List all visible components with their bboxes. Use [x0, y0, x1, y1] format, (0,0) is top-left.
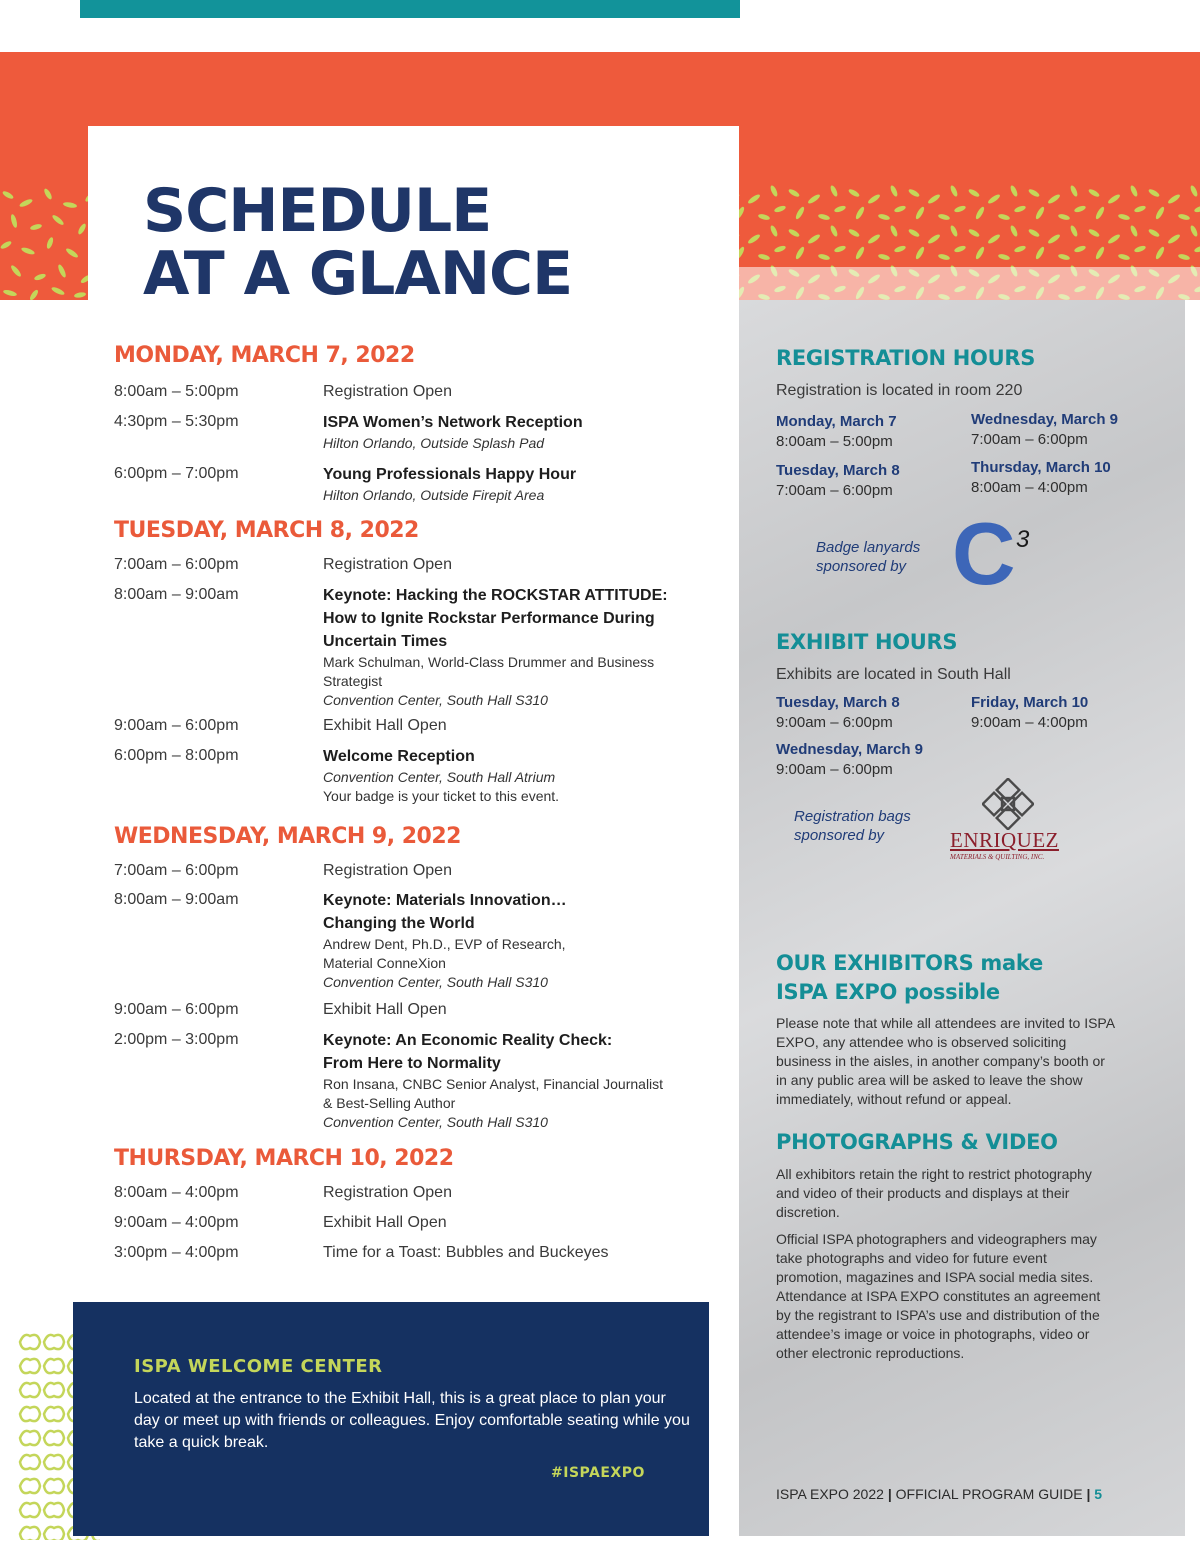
registration-location: Registration is located in room 220 — [776, 382, 1023, 399]
registration-day — [776, 461, 976, 501]
page-title-line-1: SCHEDULE — [143, 176, 492, 246]
enriquez-logo-text: ENRIQUEZ — [950, 828, 1059, 852]
event-title: Registration Open — [323, 556, 452, 573]
event-title: Registration Open — [323, 383, 452, 400]
exhibit-day-hours: 9:00am – 4:00pm — [971, 714, 1088, 731]
photos-heading: PHOTOGRAPHS & VIDEO — [776, 1130, 1058, 1154]
event-item — [323, 717, 703, 735]
event-title-line: Keynote: Hacking the ROCKSTAR ATTITUDE: — [323, 587, 668, 604]
registration-day-label: Tuesday, March 8 — [776, 462, 900, 479]
event-time: 8:00am – 4:00pm — [114, 1184, 239, 1201]
c3-sponsor-logo — [952, 504, 1042, 603]
lanyard-sponsor-line-2: sponsored by — [816, 558, 907, 575]
event-title-line: Changing the World — [323, 915, 475, 932]
event-speaker-line: Ron Insana, CNBC Senior Analyst, Financial Journalist — [323, 1076, 664, 1092]
exhibit-hours-heading: EXHIBIT HOURS — [776, 630, 958, 654]
bags-sponsor-line-2: sponsored by — [794, 827, 885, 844]
event-title: Exhibit Hall Open — [323, 717, 447, 734]
welcome-center-text: Located at the entrance to the Exhibit Hall, this is a great place to plan your day or meet up with friends or colleagues. Enjoy comfortable seating while you take a quick break. — [134, 1390, 690, 1451]
event-time: 9:00am – 6:00pm — [114, 717, 239, 734]
event-item — [323, 411, 703, 453]
footer-event-name: ISPA EXPO 2022 — [776, 1486, 884, 1502]
registration-hours-heading: REGISTRATION HOURS — [776, 346, 1036, 370]
registration-day-label: Wednesday, March 9 — [971, 411, 1118, 428]
event-time: 6:00pm – 7:00pm — [114, 465, 239, 482]
event-time: 2:00pm – 3:00pm — [114, 1031, 239, 1048]
event-speaker-line: Mark Schulman, World-Class Drummer and Business — [323, 654, 655, 670]
registration-day-hours: 8:00am – 5:00pm — [776, 433, 893, 450]
event-title: Young Professionals Happy Hour — [323, 466, 577, 483]
event-item — [323, 1214, 703, 1232]
page-footer: ISPA EXPO 2022 | OFFICIAL PROGRAM GUIDE | 5 — [776, 1486, 1103, 1502]
event-title-line: Keynote: Materials Innovation… — [323, 892, 567, 909]
event-time: 7:00am – 6:00pm — [114, 862, 239, 879]
exhibit-location: Exhibits are located in South Hall — [776, 666, 1011, 683]
day-heading-thursday: THURSDAY, MARCH 10, 2022 — [114, 1146, 454, 1171]
event-speaker-line: Material ConneXion — [323, 955, 446, 971]
bags-sponsor-line-1: Registration bags — [794, 808, 911, 825]
event-location: Convention Center, South Hall S310 — [323, 692, 548, 708]
footer-guide-name: OFFICIAL PROGRAM GUIDE — [895, 1486, 1083, 1502]
exhibitors-heading-line-2: ISPA EXPO possible — [776, 980, 1000, 1004]
hashtag: #ISPAEXPO — [551, 1465, 645, 1481]
event-title-line: Keynote: An Economic Reality Check: — [323, 1032, 613, 1049]
event-location: Hilton Orlando, Outside Firepit Area — [323, 487, 545, 503]
event-time: 4:30pm – 5:30pm — [114, 413, 239, 430]
event-time: 8:00am – 9:00am — [114, 891, 239, 908]
event-note: Your badge is your ticket to this event. — [323, 788, 560, 804]
exhibitors-heading-line-1: OUR EXHIBITORS make — [776, 951, 1043, 975]
event-item — [323, 745, 703, 806]
event-item — [323, 1184, 703, 1202]
registration-day — [971, 458, 1171, 498]
exhibitors-heading — [776, 949, 1043, 1007]
c3-logo-superscript: 3 — [1016, 526, 1030, 553]
event-location: Convention Center, South Hall S310 — [323, 974, 548, 990]
event-title: Exhibit Hall Open — [323, 1001, 447, 1018]
event-item — [323, 1001, 703, 1019]
registration-day-hours: 7:00am – 6:00pm — [971, 431, 1088, 448]
registration-day-hours: 7:00am – 6:00pm — [776, 482, 893, 499]
registration-day-hours: 8:00am – 4:00pm — [971, 479, 1088, 496]
page-title-line-2: AT A GLANCE — [143, 239, 573, 309]
event-title-line: From Here to Normality — [323, 1055, 501, 1072]
exhibit-day — [776, 740, 976, 780]
welcome-center-box — [73, 1302, 709, 1536]
exhibit-day — [971, 693, 1171, 733]
exhibit-day-label: Tuesday, March 8 — [776, 694, 900, 711]
event-title: Exhibit Hall Open — [323, 1214, 447, 1231]
page-number: 5 — [1094, 1486, 1103, 1502]
exhibit-day — [776, 693, 976, 733]
event-time: 8:00am – 9:00am — [114, 586, 239, 603]
event-item — [323, 862, 703, 880]
lanyard-sponsor-note — [816, 538, 920, 576]
event-title: ISPA Women’s Network Reception — [323, 414, 583, 431]
event-time: 3:00pm – 4:00pm — [114, 1244, 239, 1261]
enriquez-logo-subtext: MATERIALS & QUILTING, INC. — [950, 853, 1045, 861]
registration-day — [971, 410, 1171, 450]
page-title — [143, 176, 663, 309]
event-time: 7:00am – 6:00pm — [114, 556, 239, 573]
event-time: 6:00pm – 8:00pm — [114, 747, 239, 764]
day-heading-tuesday: TUESDAY, MARCH 8, 2022 — [114, 518, 419, 543]
day-heading-wednesday: WEDNESDAY, MARCH 9, 2022 — [114, 824, 461, 849]
photos-paragraph-1: All exhibitors retain the right to restrict photography and video of their products and displays at their discretion. — [776, 1166, 1092, 1220]
registration-day-label: Thursday, March 10 — [971, 459, 1111, 476]
top-teal-bar — [80, 0, 740, 18]
event-time: 9:00am – 4:00pm — [114, 1214, 239, 1231]
event-time: 8:00am – 5:00pm — [114, 383, 239, 400]
exhibit-day-label: Wednesday, March 9 — [776, 741, 923, 758]
event-title: Welcome Reception — [323, 748, 475, 765]
event-speaker-line: & Best-Selling Author — [323, 1095, 456, 1111]
event-location: Convention Center, South Hall S310 — [323, 1114, 548, 1130]
enriquez-sponsor-logo — [948, 778, 1068, 866]
c3-logo-letter: C — [952, 504, 1016, 603]
event-speaker-line: Andrew Dent, Ph.D., EVP of Research, — [323, 936, 566, 952]
event-item — [323, 584, 703, 710]
event-speaker-line: Strategist — [323, 673, 383, 689]
exhibit-day-hours: 9:00am – 6:00pm — [776, 761, 893, 778]
enriquez-knot-icon — [982, 778, 1034, 830]
lanyard-sponsor-line-1: Badge lanyards — [816, 539, 921, 556]
event-title-line: Uncertain Times — [323, 633, 448, 650]
event-location: Convention Center, South Hall Atrium — [323, 769, 556, 785]
event-item — [323, 1244, 703, 1262]
event-item — [323, 1029, 703, 1132]
photos-paragraph-2: Official ISPA photographers and videographers may take photographs and video for future event promotion, magazines and ISPA social media sites. Attendance at ISPA EXPO constitutes an agreement by the registrant to ISPA’s use and distribution of the attendee’s image or voice in photographs, video or other electronic reproductions. — [776, 1231, 1101, 1361]
event-title-line: How to Ignite Rockstar Performance During — [323, 610, 655, 627]
exhibit-day-hours: 9:00am – 6:00pm — [776, 714, 893, 731]
day-heading-monday: MONDAY, MARCH 7, 2022 — [114, 343, 415, 368]
decorative-pattern-right — [726, 185, 1200, 300]
event-title: Registration Open — [323, 1184, 452, 1201]
decorative-pattern-left — [0, 185, 100, 300]
event-item — [323, 383, 703, 401]
event-item — [323, 556, 703, 574]
bags-sponsor-note — [794, 807, 911, 845]
event-item — [323, 889, 703, 992]
registration-day — [776, 412, 976, 452]
event-time: 9:00am – 6:00pm — [114, 1001, 239, 1018]
exhibit-day-label: Friday, March 10 — [971, 694, 1089, 711]
event-title: Registration Open — [323, 862, 452, 879]
event-location: Hilton Orlando, Outside Splash Pad — [323, 435, 545, 451]
welcome-center-title: ISPA WELCOME CENTER — [134, 1356, 383, 1377]
registration-day-label: Monday, March 7 — [776, 413, 897, 430]
event-item — [323, 463, 703, 505]
exhibitors-text: Please note that while all attendees are invited to ISPA EXPO, any attendee who is observed soliciting business in the aisles, in another company’s booth or in any public area will be asked to leave the show immediately, without refund or appeal. — [776, 1015, 1115, 1107]
event-title: Time for a Toast: Bubbles and Buckeyes — [323, 1244, 609, 1261]
